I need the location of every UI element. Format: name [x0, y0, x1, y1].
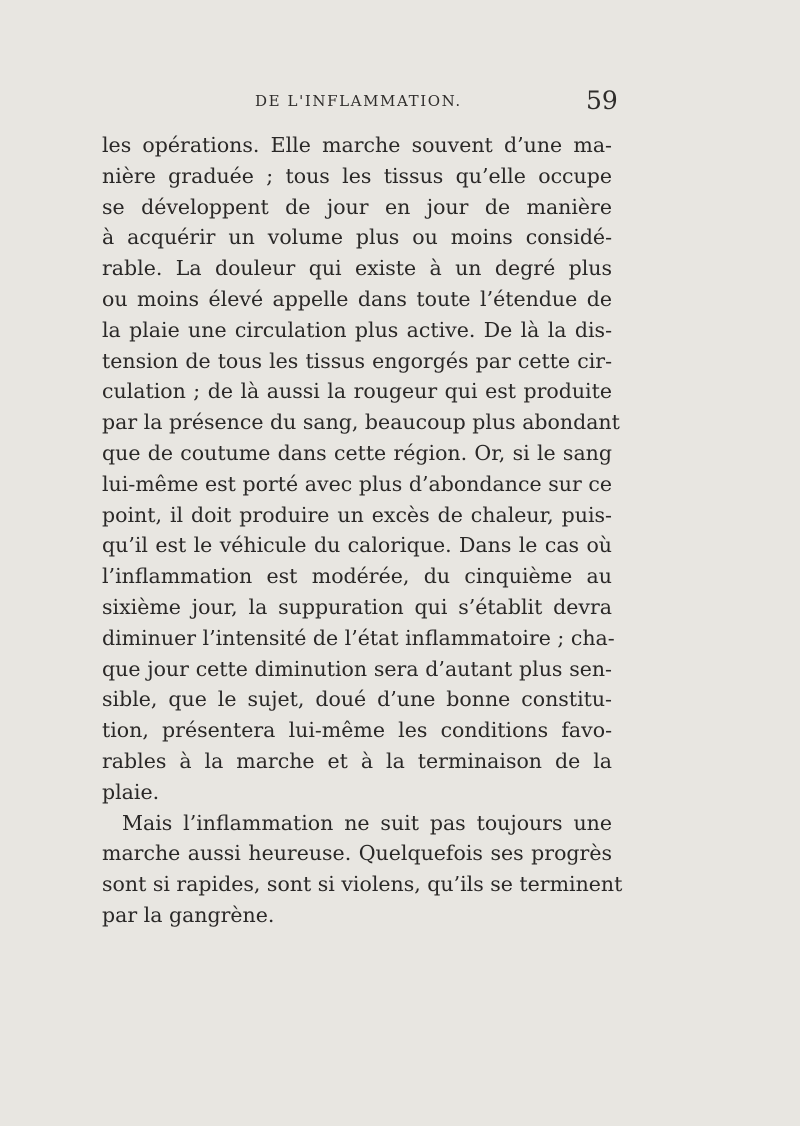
text-line: sont si rapides, sont si violens, qu’ils se terminent: [102, 872, 623, 897]
text-line: nière graduée ; tous les tissus qu’elle occupe: [102, 163, 612, 188]
text-line: que jour cette diminution sera d’autant plus sen-: [102, 656, 612, 681]
text-line: rable. La douleur qui existe à un degré plus: [102, 256, 612, 281]
text-line: tion, présentera lui-même les conditions favo-: [102, 718, 612, 743]
text-line: point, il doit produire un excès de chaleur, puis-: [102, 502, 612, 527]
text-line: sible, que le sujet, doué d’une bonne constitu-: [102, 687, 612, 712]
text-line: culation ; de là aussi la rougeur qui est produite: [102, 379, 612, 404]
text-line: qu’il est le véhicule du calorique. Dans le cas où: [102, 533, 612, 558]
text-line: marche aussi heureuse. Quelquefois ses progrès: [102, 841, 612, 866]
page-number: 59: [586, 86, 618, 115]
text-line: lui-même est porté avec plus d’abondance sur ce: [102, 471, 612, 496]
text-line: l’inflammation est modérée, du cinquième au: [102, 564, 612, 589]
text-line: rables à la marche et à la terminaison de la: [102, 748, 612, 773]
text-line: la plaie une circulation plus active. De là la dis-: [102, 317, 612, 342]
running-title: DE L'INFLAMMATION.: [255, 92, 462, 110]
body-text: [102, 130, 623, 931]
text-line: Mais l’inflammation ne suit pas toujours une: [122, 810, 612, 835]
text-line: par la présence du sang, beaucoup plus abondant: [102, 410, 620, 435]
text-line: diminuer l’intensité de l’état inflammatoire ; cha-: [102, 625, 615, 650]
text-line: que de coutume dans cette région. Or, si le sang: [102, 440, 612, 465]
text-line: par la gangrène.: [102, 902, 275, 927]
text-line: sixième jour, la suppuration qui s’établit devra: [102, 594, 612, 619]
text-line: tension de tous les tissus engorgés par cette cir-: [102, 348, 612, 373]
text-line: les opérations. Elle marche souvent d’une ma-: [102, 133, 612, 157]
text-line: à acquérir un volume plus ou moins considé-: [102, 225, 612, 250]
text-line: se développent de jour en jour de manière: [102, 194, 612, 219]
text-line: plaie.: [102, 779, 160, 804]
text-line: ou moins élevé appelle dans toute l’étendue de: [102, 286, 612, 311]
